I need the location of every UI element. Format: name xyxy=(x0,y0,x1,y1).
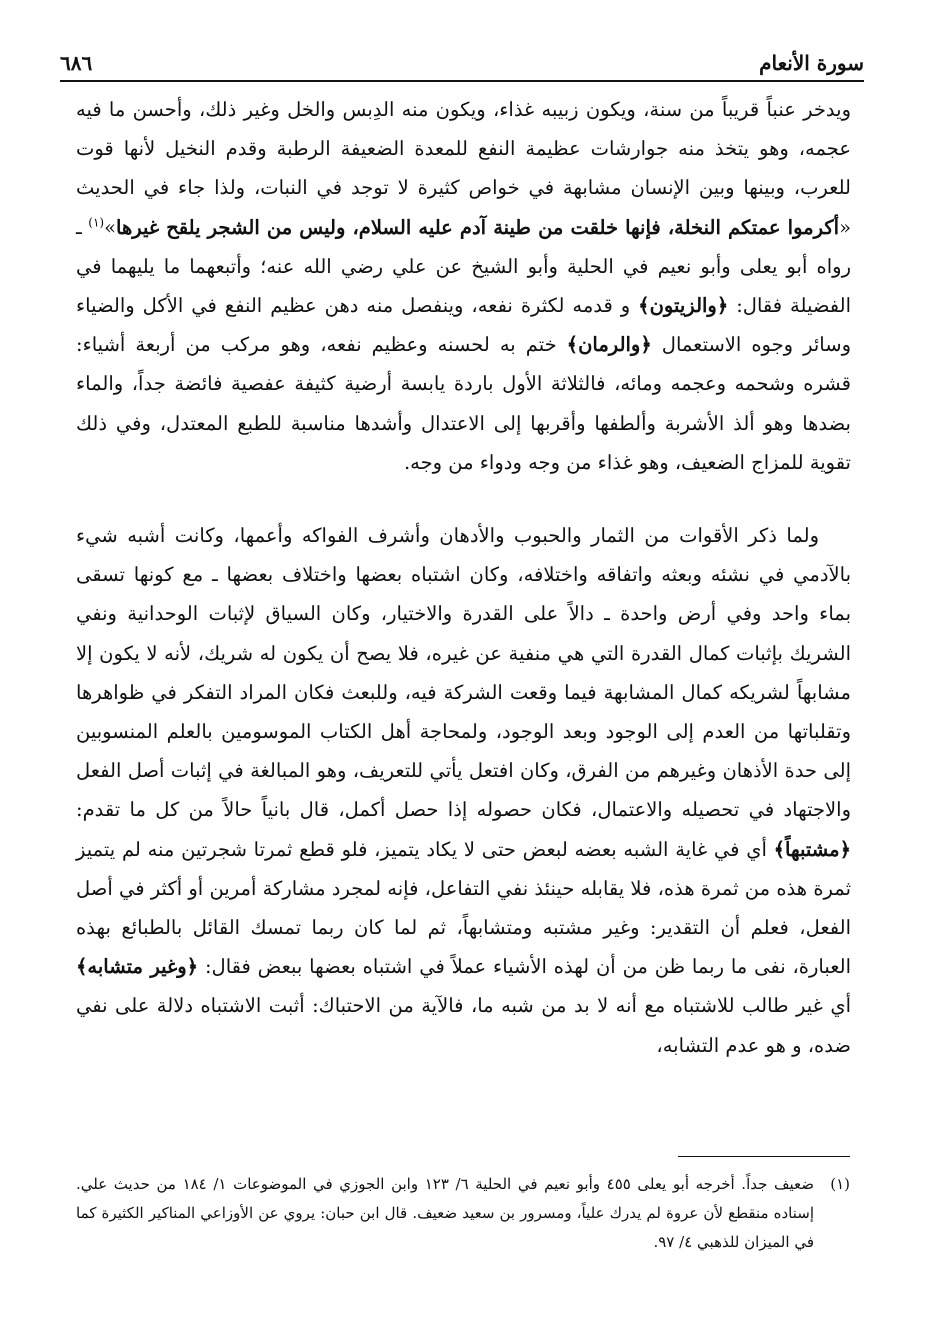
quran-word-ghayr-mutashabih: ﴿وغير متشابه﴾ xyxy=(76,955,199,979)
paragraph-gap xyxy=(76,482,851,516)
main-text xyxy=(76,90,851,1065)
quran-word-mushtabihan: ﴿مشتبهاً﴾ xyxy=(773,837,851,861)
quran-word-pomegranate: ﴿والرمان﴾ xyxy=(566,333,652,357)
page-header xyxy=(60,44,864,82)
paragraph-1 xyxy=(76,90,851,482)
p2-text-3: أي غير طالب للاشتباه مع أنه لا بد من شبه ما، فالآية من الاحتباك: أثبت الاشتباه دلالة على نفي ضده، و هو عدم التشابه، xyxy=(76,994,851,1057)
quran-word-olive: ﴿والزيتون﴾ xyxy=(638,294,729,318)
p2-text-2: أي في غاية الشبه بعضه لبعض حتى لا يكاد يتميز، فلو قطع ثمرتا شجرتين منه لم يتميز ثمرة هذه من ثمرة هذه، فلا يقابله حينئذ نفي التفاعل، فإنه لمجرد مشاركة أمرين أو أكثر في أصل الفعل، فعلم أن التقدير: وغير مشتبه ومتشابهاً، ثم لما كان ربما تمسك القائل بالطبائع بهذه العبارة، نفى ما ربما ظن من أن لهذه الأشياء عملاً في اشتباه بعضها ببعض فقال: xyxy=(76,837,851,979)
p1-text-2: » xyxy=(104,215,117,239)
p1-text-4: و قدمه لكثرة نفعه، وينفصل منه دهن عظيم النفع في الأكل والضياء وسائر وجوه الاستعمال xyxy=(76,294,851,357)
paragraph-2 xyxy=(76,516,851,1065)
footnote-ref: (١) xyxy=(88,215,105,230)
footnote-number: (١) xyxy=(830,1175,850,1193)
footnotes xyxy=(76,1170,850,1257)
p2-text-1: ولما ذكر الأقوات من الثمار والحبوب والأدهان وأشرف الفواكه وأعمها، وكانت أشبه شيء بالآدمي في نشئه وبعثه واتفاقه واختلافه، وكان اشتباه بعضها واختلاف بعضها ـ مع كونها تسقى بماء واحد وفي أرض واحدة ـ دالاً على القدرة والاختيار، وكان السياق لإثبات الوحدانية ونفي الشريك بإثبات كمال القدرة التي هي منفية عن غيره، فلا يصح أن يكون له شريك، لأنه لا يكون إلا مشابهاً لشريكه كمال المشابهة فيما وقعت الشركة فيه، وللبعث فكان المراد التفكر في ظواهرها وتقلباتها من العدم إلى الوجود وبعد الوجود، ولمحاجة أهل الكتاب الموسومين بالعلم المنسوبين إلى حدة الأذهان وغيرهم من الفرق، وكان افتعل يأتي للتعريف، وهو المبالغة في إثبات أصل الفعل والاجتهاد في تحصيله والاعتمال، فكان حصوله إذا حصل أكمل، قال بانياً حالاً من كل ما تقدم: xyxy=(76,524,851,822)
footnote-text: ضعيف جداً. أخرجه أبو يعلى ٤٥٥ وأبو نعيم في الحلية ٦/ ١٢٣ وابن الجوزي في الموضوعات ١/ ١٨٤ من حديث علي. إسناده منقطع لأن عروة لم يدرك علياً، ومسرور بن سعيد ضعيف. قال ابن حبان: يروي عن الأوزاعي المناكير الكثيرة كما في الميزان للذهبي ٤/ ٩٧. xyxy=(76,1175,815,1251)
p1-text-3: ـ رواه أبو يعلى وأبو نعيم في الحلية وأبو الشيخ عن علي رضي الله عنه؛ وأتبعهما ما يليهما في الفضيلة فقال: xyxy=(76,215,851,318)
surah-title: سورة الأنعام xyxy=(759,51,864,75)
footnote-divider xyxy=(678,1156,850,1157)
hadith-quote: أكرموا عمتكم النخلة، فإنها خلقت من طينة آدم عليه السلام، وليس من الشجر يلقح غيرها xyxy=(116,215,840,239)
p1-text-1: ويدخر عنباً قريباً من سنة، ويكون زبيبه غذاء، ويكون منه الدِبس والخل وغير ذلك، وأحسن ما فيه عجمه، وهو يتخذ منه جوارشات عظيمة النفع للمعدة الضعيفة الرطبة وقدم النخيل لأنها قوت للعرب، وبينها وبين الإنسان مشابهة في خواص كثيرة لا توجد في النبات، ولذا جاء في الحديث « xyxy=(76,98,851,239)
page-number: ٦٨٦ xyxy=(60,51,93,75)
footnote-1 xyxy=(76,1170,850,1257)
p1-text-5: ختم به لحسنه وعظيم نفعه، وهو مركب من أربعة أشياء: قشره وشحمه وعجمه ومائه، فالثلاثة الأول باردة يابسة أرضية كثيفة عفصية فائضة جداً، والماء بضدها وهو ألذ الأشربة وألطفها وأقربها إلى الاعتدال وأشدها مناسبة للطبع المعتدل، وفي ذلك تقوية للمزاج الضعيف، وهو غذاء من وجه ودواء من وجه. xyxy=(76,333,851,474)
